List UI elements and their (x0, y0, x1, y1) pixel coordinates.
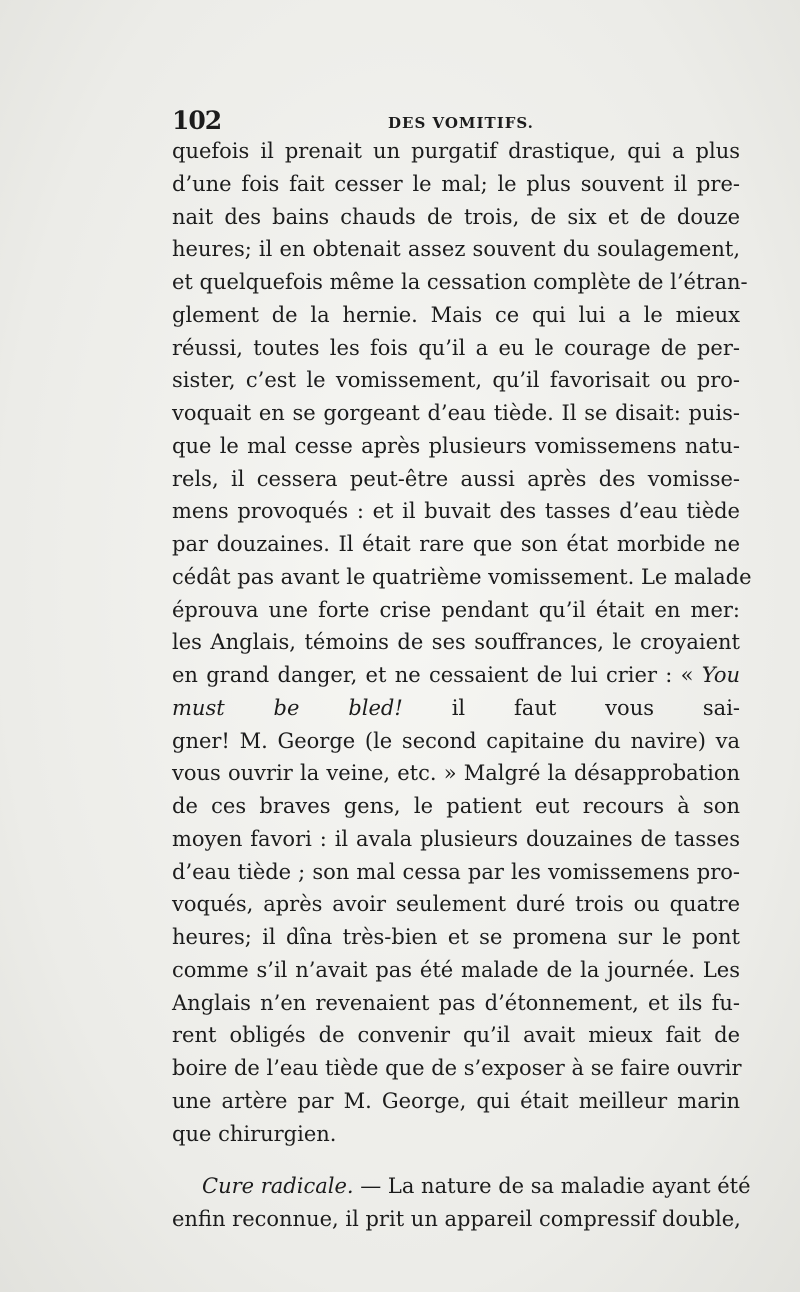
text-line: une artère par M. George, qui était meilleur marin (172, 1088, 740, 1113)
text-line: enfin reconnue, il prit un appareil compressif double, (172, 1207, 741, 1231)
paragraph-2 (172, 1170, 751, 1236)
text-line (172, 692, 740, 725)
text-line (172, 659, 740, 692)
text-line: glement de la hernie. Mais ce qui lui a le mieux (172, 302, 740, 327)
text-line: les Anglais, témoins de ses souffrances, le croyaient (172, 630, 740, 655)
text-line: heures; il dîna très-bien et se promena sur le pont (172, 925, 740, 949)
section-heading: Cure radicale. (202, 1174, 354, 1198)
text-line: éprouva une forte crise pendant qu’il était en mer: (172, 597, 740, 622)
text-line: que le mal cesse après plusieurs vomissemens natu- (172, 433, 740, 458)
text-line: et quelquefois même la cessation complète de l’étran- (172, 270, 748, 294)
italic-quote: must be bled! (172, 695, 403, 720)
text-line: mens provoqués : et il buvait des tasses d’eau tiède (172, 499, 740, 524)
text-line: voqués, après avoir seulement duré trois ou quatre (172, 892, 740, 917)
line-text: — La nature de sa maladie ayant été (353, 1174, 751, 1198)
text-line: rels, il cessera peut-être aussi après des vomisse- (172, 466, 740, 491)
text-line (172, 1170, 751, 1203)
paragraph-1 (172, 135, 752, 1150)
page-header (172, 106, 740, 136)
text-line: réussi, toutes les fois qu’il a eu le courage de per- (172, 335, 740, 360)
text-line: Anglais n’en revenaient pas d’étonnement, et ils fu- (172, 990, 740, 1015)
line-text: en grand danger, et ne cessaient de lui crier : « (172, 663, 702, 687)
text-line: de ces braves gens, le patient eut recours à son (172, 794, 740, 818)
text-line: moyen favori : il avala plusieurs douzaines de tasses (172, 826, 740, 851)
text-line: vous ouvrir la veine, etc. » Malgré la désapprobation (172, 761, 740, 786)
line-text: il faut vous sai- (402, 695, 741, 720)
text-line: quefois il prenait un purgatif drastique, qui a plus (172, 139, 740, 163)
text-line: nait des bains chauds de trois, de six et de douze (172, 204, 740, 229)
text-line: voquait en se gorgeant d’eau tiède. Il se disait: puis- (172, 401, 740, 425)
text-line: par douzaines. Il était rare que son état morbide ne (172, 532, 740, 556)
text-line: cédât pas avant le quatrième vomissement. Le malade (172, 564, 752, 589)
text-line: gner! M. George (le second capitaine du navire) va (172, 728, 740, 753)
text-line: sister, c’est le vomissement, qu’il favorisait ou pro- (172, 368, 740, 393)
italic-quote: You (701, 663, 740, 687)
text-line: boire de l’eau tiède que de s’exposer à se faire ouvrir (172, 1056, 742, 1080)
text-line: d’eau tiède ; son mal cessa par les vomissemens pro- (172, 859, 740, 884)
text-line: comme s’il n’avait pas été malade de la journée. Les (172, 957, 740, 982)
running-title: DES VOMITIFS. (388, 114, 534, 132)
text-line: heures; il en obtenait assez souvent du soulagement, (172, 237, 740, 262)
text-line: d’une fois fait cesser le mal; le plus souvent il pre- (172, 171, 740, 196)
text-line: rent obligés de convenir qu’il avait mieux fait de (172, 1023, 740, 1048)
page-number: 102 (172, 106, 222, 135)
text-line: que chirurgien. (172, 1121, 337, 1146)
